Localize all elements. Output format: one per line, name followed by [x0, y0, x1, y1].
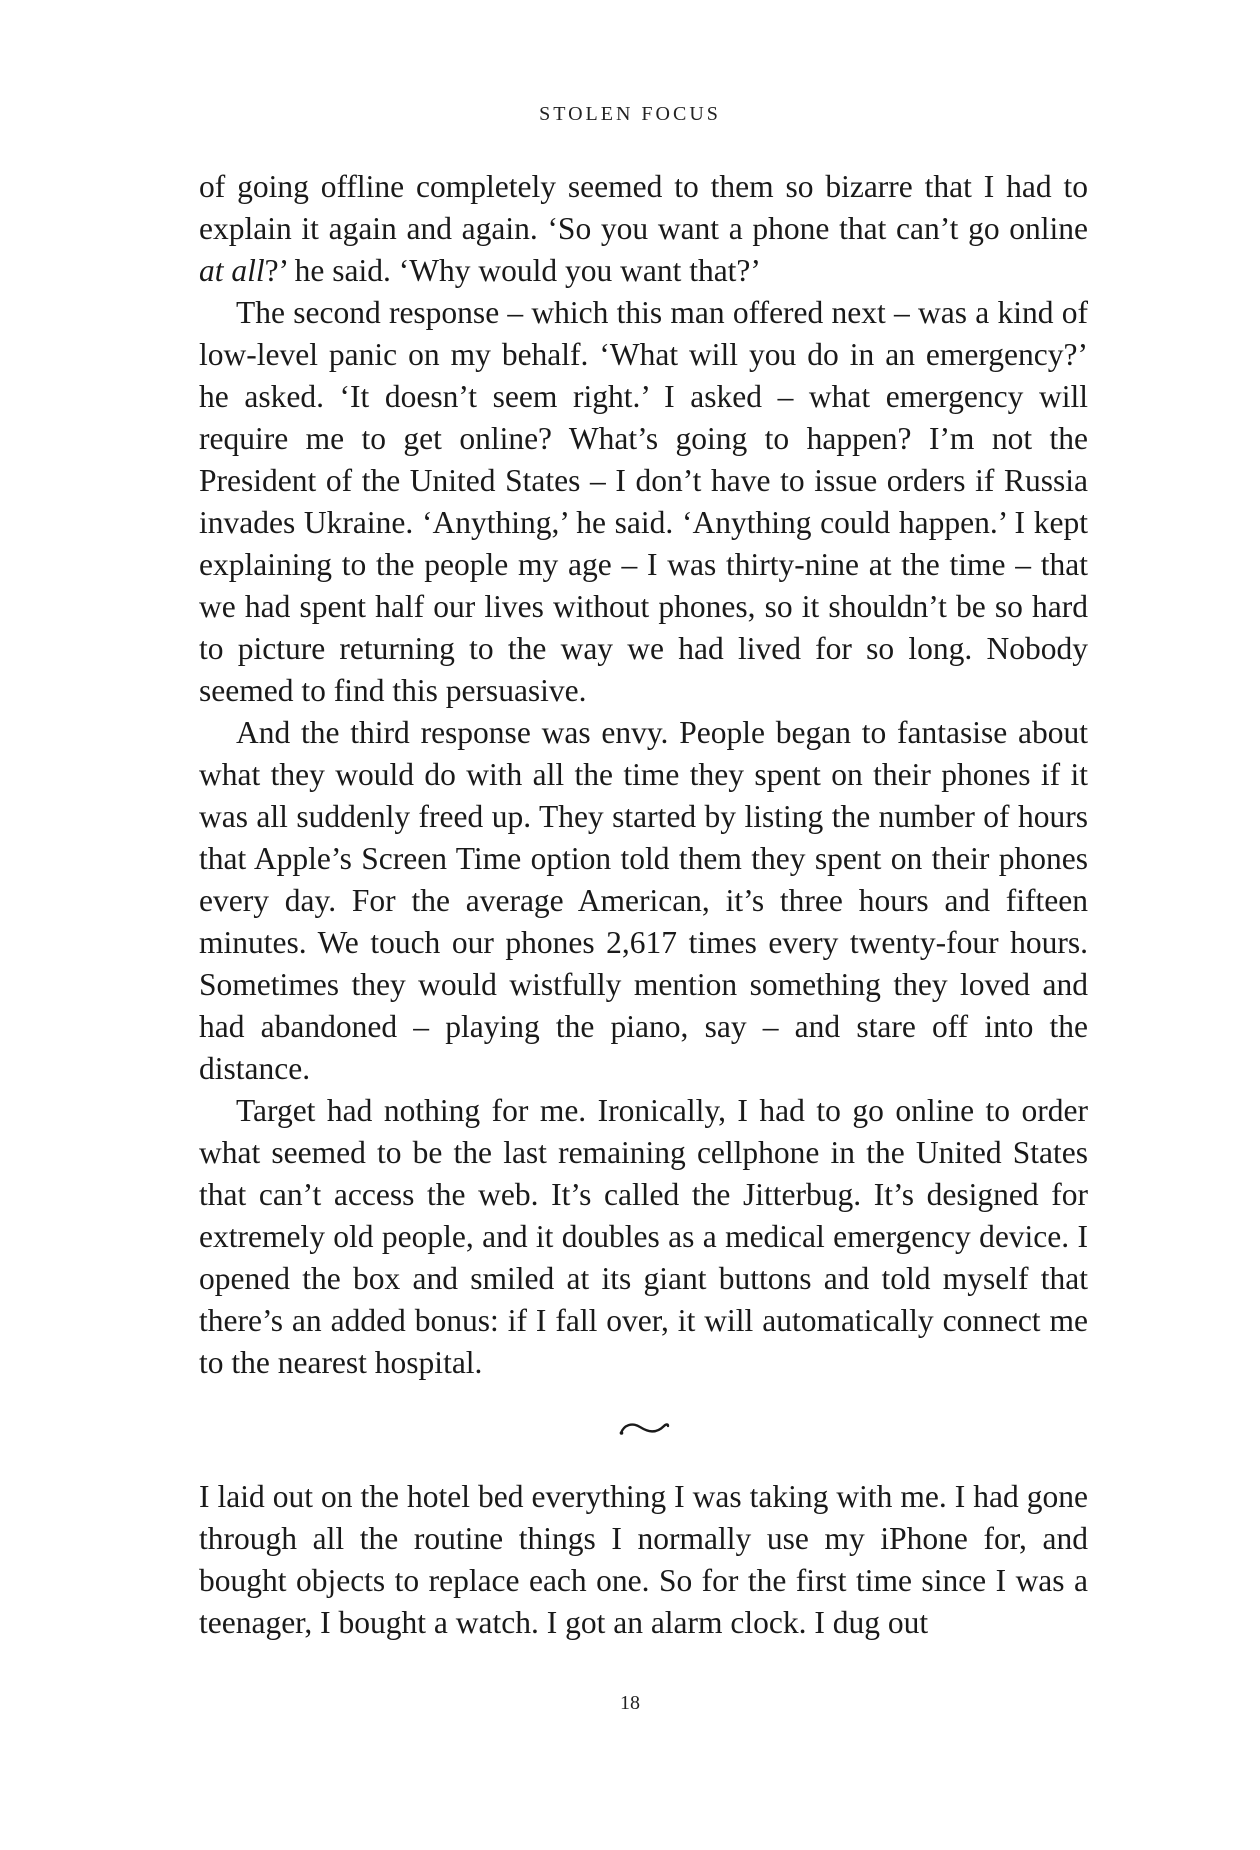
- paragraph-3: And the third response was envy. People began to fantasise about what they would do with all the time they spent on their phones if it was all suddenly freed up. They started by listing the number of hours that Apple’s Screen Time option told them they spent on their phones every day. For the average American, it’s three hours and fifteen minutes. We touch our phones 2,617 times every twenty-four hours. Sometimes they would wistfully mention something they loved and had abandoned – playing the piano, say – and stare off into the distance.: [199, 715, 1088, 1086]
- paragraph-5: I laid out on the hotel bed everything I was taking with me. I had gone through all the routine things I normally use my iPhone for, and bought objects to replace each one. So for the first time since I was a teenager, I bought a watch. I got an alarm clock. I dug out: [199, 1479, 1088, 1640]
- paragraph-1-start: of going offline completely seemed to them so bizarre that I had to explain it again and again. ‘So you want a phone that can’t go online: [199, 169, 1088, 246]
- paragraph-1-emphasis: at all: [199, 253, 265, 288]
- paragraph-1: [199, 166, 1088, 292]
- paragraph-1-end: ?’ he said. ‘Why would you want that?’: [264, 253, 761, 288]
- body-text: [199, 166, 1088, 1644]
- paragraph-4: Target had nothing for me. Ironically, I had to go online to order what seemed to be the last remaining cellphone in the United States that can’t access the web. It’s called the Jitterbug. It’s designed for extremely old people, and it doubles as a medical emergency device. I opened the box and smiled at its giant buttons and told myself that there’s an added bonus: if I fall over, it will automatically connect me to the nearest hospital.: [199, 1093, 1088, 1380]
- page-number: 18: [620, 1692, 640, 1714]
- paragraph-2: The second response – which this man offered next – was a kind of low-level panic on my behalf. ‘What will you do in an emergency?’ he asked. ‘It doesn’t seem right.’ I asked – what emergency will require me to get online? What’s going to happen? I’m not the President of the United States – I don’t have to issue orders if Russia invades Ukraine. ‘Anything,’ he said. ‘Anything could happen.’ I kept explaining to the people my age – I was thirty-nine at the time – that we had spent half our lives without phones, so it shouldn’t be so hard to picture returning to the way we had lived for so long. Nobody seemed to find this persuasive.: [199, 295, 1088, 708]
- section-break-ornament: [199, 1384, 1088, 1476]
- tilde-swash-icon: [618, 1418, 670, 1438]
- running-head: STOLEN FOCUS: [539, 103, 721, 125]
